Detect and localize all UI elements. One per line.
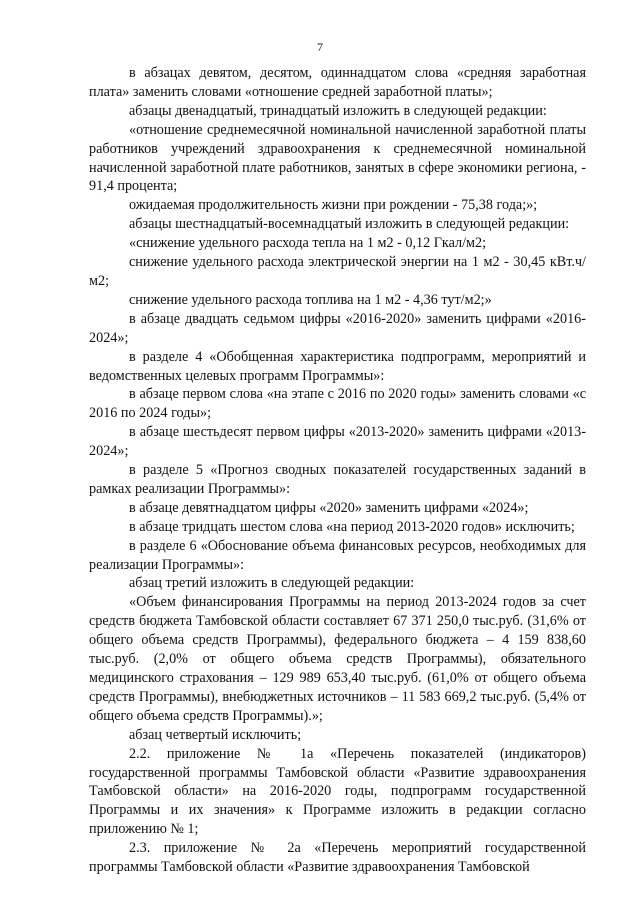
paragraph: ожидаемая продолжительность жизни при рождении - 75,38 года;»;: [129, 197, 538, 214]
paragraph: 2.2. приложение № 1а «Перечень показателей (индикаторов) государственной программы Тамбовской области «Развитие здравоохранения Тамбовской области» на 2016-2020 годы, подпрограмм государственной Программы и их значения» к Программе изложить в редакции согласно приложению № 1;: [89, 745, 586, 838]
paragraph: в абзаце двадцать седьмом цифры «2016-2020» заменить цифрами «2016-2024»;: [89, 310, 586, 346]
paragraph: в абзаце первом слова «на этапе с 2016 по 2020 годы» заменить словами «с 2016 по 2024 годы»;: [89, 386, 586, 422]
paragraph: «Объем финансирования Программы на период 2013-2024 годов за счет средств бюджета Тамбовской области составляет 67 371 250,0 тыс.руб. (31,6% от общего объема средств Программы), федерального бюджета – 4 159 838,60 тыс.руб. (2,0% от общего объема средств Программы), обязательного медицинского страхования – 129 989 653,40 тыс.руб. (61,0% от общего объема средств Программы), внебюджетных источников – 11 583 669,2 тыс.руб. (5,4% от общего объема средств Программы).»;: [89, 594, 586, 724]
paragraph: в разделе 5 «Прогноз сводных показателей государственных заданий в рамках реализации Программы»:: [89, 462, 586, 497]
paragraph: в абзацах девятом, десятом, одиннадцатом слова «средняя заработная плата» заменить словами «отношение средней заработной платы»;: [89, 65, 586, 100]
paragraph: 2.3. приложение № 2а «Перечень мероприятий государственной программы Тамбовской области «Развитие здравоохранения Тамбовской: [89, 840, 586, 876]
paragraph: в абзаце тридцать шестом слова «на период 2013-2020 годов» исключить;: [129, 518, 575, 535]
paragraph: абзацы двенадцатый, тринадцатый изложить в следующей редакции:: [129, 102, 547, 119]
document-body: [89, 64, 586, 877]
paragraph: «снижение удельного расхода тепла на 1 м2 - 0,12 Гкал/м2;: [129, 235, 487, 252]
paragraph: в разделе 6 «Обоснование объема финансовых ресурсов, необходимых для реализации Программы»:: [89, 537, 586, 573]
paragraph: в абзаце шестьдесят первом цифры «2013-2020» заменить цифрами «2013-2024»;: [89, 424, 586, 460]
paragraph: абзацы шестнадцатый-восемнадцатый изложить в следующей редакции:: [129, 216, 570, 233]
page-number: 7: [317, 40, 323, 54]
paragraph: в разделе 4 «Обобщенная характеристика подпрограмм, мероприятий и ведомственных целевых программ Программы»:: [89, 348, 586, 384]
paragraph: абзац третий изложить в следующей редакции:: [129, 575, 415, 592]
paragraph: снижение удельного расхода электрической энергии на 1 м2 - 30,45 кВт.ч/м2;: [89, 254, 586, 289]
paragraph: «отношение среднемесячной номинальной начисленной заработной платы работников учреждений здравоохранения к среднемесячной номинальной начисленной заработной плате работников, занятых в сфере экономики региона, - 91,4 процента;: [89, 121, 586, 195]
paragraph: в абзаце девятнадцатом цифры «2020» заменить цифрами «2024»;: [129, 499, 529, 516]
paragraph: абзац четвертый исключить;: [129, 726, 302, 743]
paragraph: снижение удельного расхода топлива на 1 м2 - 4,36 тут/м2;»: [129, 291, 492, 308]
